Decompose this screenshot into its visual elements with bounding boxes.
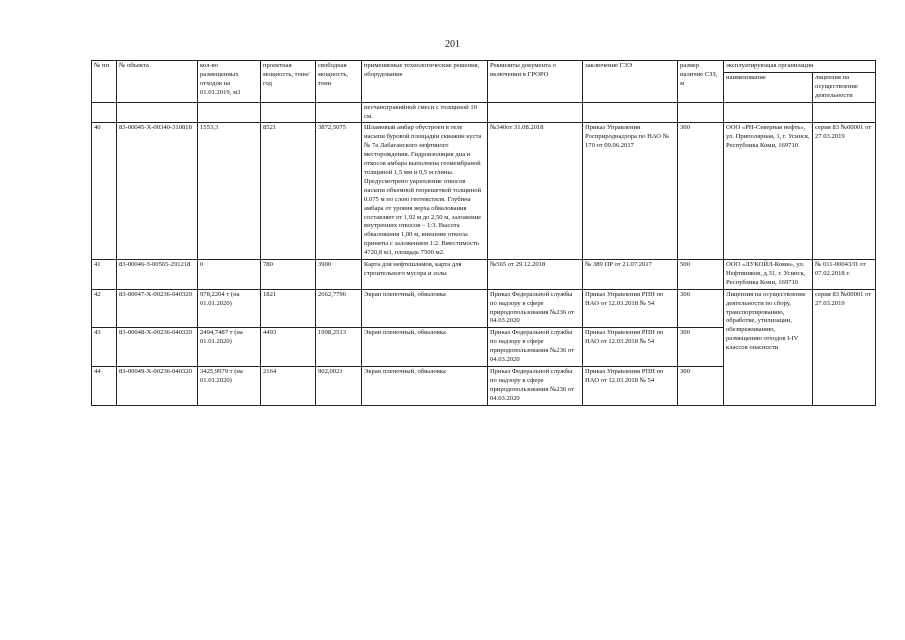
cell-object-number: 83-00047-Х-00236-040320: [117, 289, 198, 328]
cell-org-license: серия 83 №00001 от 27.03.2019: [813, 289, 876, 405]
col-waste-amount: кол-во размещенных отходов на 01.01.2019, м3: [198, 61, 261, 103]
cell-waste-amount: 0: [198, 260, 261, 290]
cell-free-capacity: 2662,7796: [316, 289, 362, 328]
col-object-number: № объекта: [117, 61, 198, 103]
cell-gee-conclusion: Приказ Управления РПН по НАО от 12.03.2018 № 54: [583, 328, 678, 367]
cell-groro-document: №565 от 29.12.2018: [488, 260, 583, 290]
cell-szz-size: 300: [678, 328, 724, 367]
cell-free-capacity: 1998,2513: [316, 328, 362, 367]
page-number: 201: [445, 39, 460, 50]
cell-free-capacity: 3872,5075: [316, 123, 362, 260]
cell-gee-conclusion: № 389 ПР от 21.07.2017: [583, 260, 678, 290]
table-row: [92, 289, 876, 328]
col-operating-org: эксплуатирующая организация: [724, 61, 876, 73]
cell-num: 41: [92, 260, 117, 290]
cell-org-license: № 011-00043/П от 07.02.2018 г.: [813, 260, 876, 290]
cell-object-number: 83-00049-Х-00236-040320: [117, 367, 198, 406]
cell-num: 42: [92, 289, 117, 328]
continuation-row: [92, 102, 876, 123]
col-tech-solutions: применяемые технологические решения, оборудование: [362, 61, 488, 103]
cell-szz-size: 300: [678, 123, 724, 260]
cell-waste-amount: 3425,9979 т (на 01.01.2020): [198, 367, 261, 406]
cell-org-license: серия 83 №00001 от 27.03.2019: [813, 123, 876, 260]
cell-groro-document: №340от 31.08.2018: [488, 123, 583, 260]
cell-szz-size: 300: [678, 367, 724, 406]
cell-object-number: 83-00048-Х-00236-040320: [117, 328, 198, 367]
cell-free-capacity: 902,0021: [316, 367, 362, 406]
cell-object-number: 83-00045-Х-00340-310818: [117, 123, 198, 260]
cell-design-capacity: 780: [261, 260, 316, 290]
cell-num: 44: [92, 367, 117, 406]
cell-groro-document: Приказ Федеральной службы по надзору в сфере природопользования №236 от 04.03.2020: [488, 367, 583, 406]
cell-num: 43: [92, 328, 117, 367]
cell-gee-conclusion: Приказ Управления РПН по НАО от 12.03.2018 № 54: [583, 367, 678, 406]
cell-design-capacity: 1821: [261, 289, 316, 328]
cell-design-capacity: 4493: [261, 328, 316, 367]
cell-org-name: Лицензия на осуществление деятельности по сбору, транспортированию, обработке, утилизации, обезвреживанию, размещению отходов I-IV классов опасности: [724, 289, 813, 405]
table-row: [92, 123, 876, 260]
col-free-capacity: свободная мощность, тонн: [316, 61, 362, 103]
cell-free-capacity: 3900: [316, 260, 362, 290]
cell-waste-amount: 1553,3: [198, 123, 261, 260]
cell-num: 40: [92, 123, 117, 260]
cell-tech-solutions: Карта для нефтешламов, карта для строительного мусора и золы: [362, 260, 488, 290]
col-design-capacity: проектная мощность, тонн/год: [261, 61, 316, 103]
cell-design-capacity: 8521: [261, 123, 316, 260]
cell-tech-solutions: Экран пленочный, обваловка: [362, 328, 488, 367]
cell-waste-amount: 2494,7487 т (на 01.01.2020): [198, 328, 261, 367]
cell-waste-amount: 978,2204 т (на 01.01.2020): [198, 289, 261, 328]
col-org-name: наименование: [724, 72, 813, 102]
cell-gee-conclusion: Приказ Управления РПН по НАО от 12.03.2018 № 54: [583, 289, 678, 328]
col-gee-conclusion: заключение ГЭЭ: [583, 61, 678, 103]
table-row: [92, 260, 876, 290]
table-header-row: [92, 61, 876, 73]
cell-org-name: ООО «ЛУКОЙЛ-Коми», ул. Нефтяников, д.31, г. Усинск, Республика Коми, 169710: [724, 260, 813, 290]
cell-tech-solutions: Шламовый амбар обустроен в теле насыпи буровой площадки скважин куста № 7а Лабаганского нефтяного месторождения. Гидроизоляция дна и откосов амбара выполнена геомембраной толщиной 1,5 мм и 0,5 м глины. Предусмотрено укрепление откосов насыпи объемной георешеткой толщиной 0.075 м по слою геотекстиля. Глубина амбара от уровня верха обвалования составляет от 1,92 м до 2,50 м, заложение внутренних откосов – 1:3. Высота обвалования 1,00 м, внешние откосы приняты с заложением 1:2. Вместимость 4720,8 м3, площадь 7500 м2.: [362, 123, 488, 260]
cell-tech-solutions: Экран пленочный, обваловка: [362, 367, 488, 406]
cell-groro-document: Приказ Федеральной службы по надзору в сфере природопользования №236 от 04.03.2020: [488, 289, 583, 328]
cell-szz-size: 500: [678, 260, 724, 290]
cell-org-name: ООО «РН-Северная нефть», ул. Приполярная, 1, г. Усинск, Республика Коми, 169710: [724, 123, 813, 260]
col-groro-document: Реквизиты документа о включении в ГРОРО: [488, 61, 583, 103]
cell-object-number: 83-00046-З-00565-291218: [117, 260, 198, 290]
cell-gee-conclusion: Приказ Управления Росприроднадзора по НАО № 170 от 09.06.2017: [583, 123, 678, 260]
col-szz-size: размер наличие СЗЗ, м: [678, 61, 724, 103]
cell-tech-solutions: Экран пленочный, обваловка: [362, 289, 488, 328]
waste-facilities-table: [91, 60, 876, 406]
cell-szz-size: 300: [678, 289, 724, 328]
col-org-license: лицензия на осуществление деятельности: [813, 72, 876, 102]
continuation-text: песчаногравийной смеси с толщиной 10 см.: [362, 102, 488, 123]
cell-design-capacity: 2164: [261, 367, 316, 406]
col-num: № пп: [92, 61, 117, 103]
cell-groro-document: Приказ Федеральной службы по надзору в сфере природопользования №236 от 04.03.2020: [488, 328, 583, 367]
